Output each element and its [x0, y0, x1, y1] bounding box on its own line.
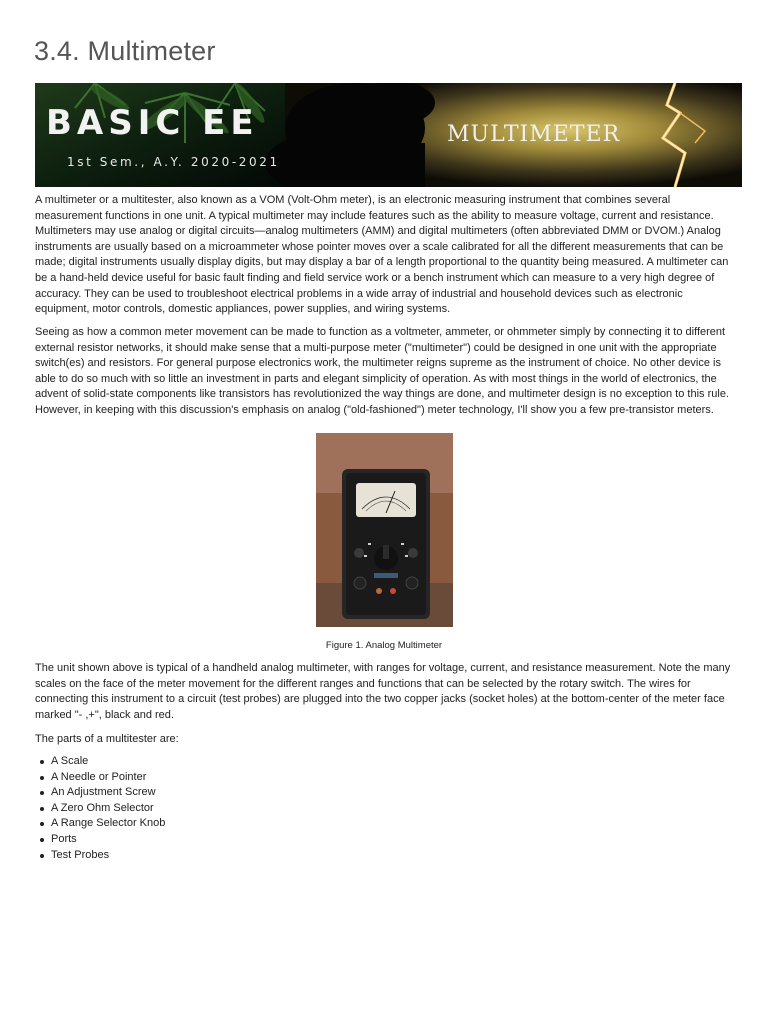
unit-description-paragraph: The unit shown above is typical of a handheld analog multimeter, with ranges for voltage, current, and resistance measurement. Note the many scales on the face of the meter movement for the different ranges and functions that can be selected by the rotary switch. The wires for connecting this instrument to a circuit (test probes) are plugged into the two copper jacks (socket holes) at the bottom-center of the meter face marked "- ,+", black and red.: [35, 662, 731, 721]
list-item: Test Probes: [51, 848, 165, 864]
list-item: An Adjustment Screw: [51, 785, 165, 801]
meter-movement-paragraph: Seeing as how a common meter movement can be made to function as a voltmeter, ammeter, or ohmmeter simply by connecting it to different external resistor networks, it should make sense that a multi-purpose meter ("multimeter") could be designed in one unit with the appropriate switch(es) and resistors. For general purpose electronics work, the multimeter reigns supreme as the instrument of choice. No other device is able to do so much with so little an investment in parts and elegant simplicity of operation. As with most things in the world of electronics, the advent of solid-state components like transistors has revolutionized the way things are done, and multimeter design is no exception to this rule. However, in keeping with this discussion's emphasis on analog ("old-fashioned") meter technology, I'll show you a few pre-transistor meters.: [35, 326, 729, 416]
figure-caption: Figure 1. Analog Multimeter: [325, 640, 443, 651]
page-title: 3.4. Multimeter: [34, 36, 216, 66]
list-item: A Scale: [51, 754, 165, 770]
intro-paragraph: A multimeter or a multitester, also known as a VOM (Volt-Ohm meter), is an electronic measuring instrument that combines several measurement functions in one unit. A typical multimeter may include features such as the ability to measure voltage, current and resistance. Multimeters may use analog or digital circuits—analog multimeters (AMM) and digital multimeters (often abbreviated DMM or DVOM.) Analog instruments are usually based on a microammeter whose pointer moves over a scale calibrated for all the different measurements that can be made; digital instruments usually display digits, but may display a bar of a length proportional to the quantity being measured. A multimeter can be a hand-held device useful for basic fault finding and field service work or a bench instrument which can measure to a very high degree of accuracy. They can be used to troubleshoot electrical problems in a wide array of industrial and household devices such as electronic equipment, motor controls, domestic appliances, power supplies, and wiring systems.: [35, 194, 729, 316]
list-item: A Needle or Pointer: [51, 770, 165, 786]
list-item: A Range Selector Knob: [51, 816, 165, 832]
parts-list: [51, 754, 165, 863]
banner-word: MULTIMETER: [447, 122, 621, 147]
analog-multimeter-photo: [316, 433, 453, 627]
banner-subtitle: 1st Sem., A.Y. 2020-2021: [67, 155, 280, 169]
header-banner: [35, 83, 742, 187]
list-item: Ports: [51, 832, 165, 848]
banner-title: BASIC EE: [46, 103, 259, 143]
list-item: A Zero Ohm Selector: [51, 801, 165, 817]
parts-intro-paragraph: The parts of a multitester are:: [35, 733, 179, 745]
